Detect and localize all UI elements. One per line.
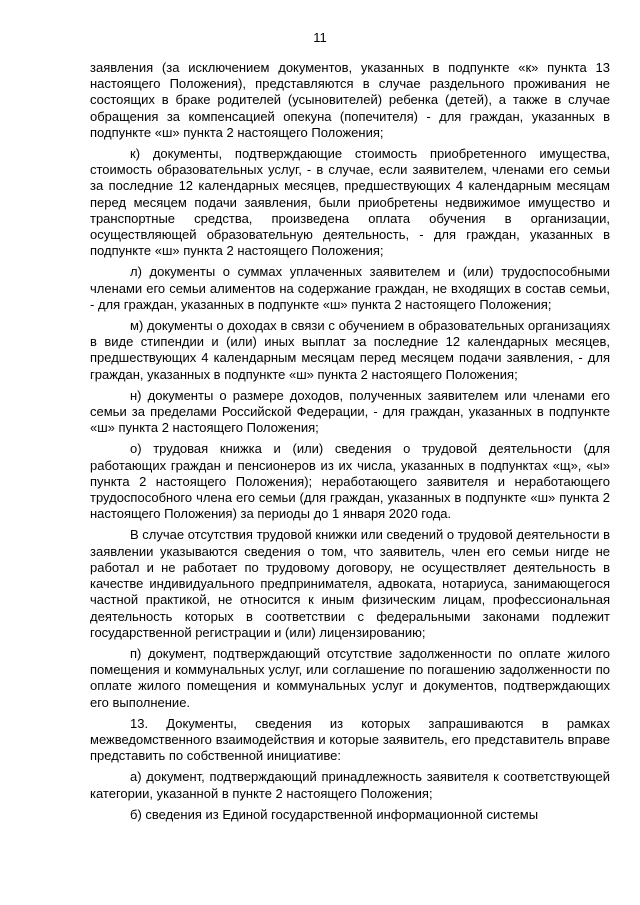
paragraph-13-a: а) документ, подтверждающий принадлежность заявителя к соответствующей категории, указанной в пункте 2 настоящего Положения; xyxy=(90,769,610,801)
paragraph-no-workbook: В случае отсутствия трудовой книжки или сведений о трудовой деятельности в заявлении указываются сведения о том, что заявитель, член его семьи нигде не работал и не работает по трудовому договору, не осуществляет деятельность в качестве индивидуального предпринимателя, адвоката, нотариуса, занимающегося частной практикой, не относится к иным физическим лицам, профессиональная деятельность которых в соответствии с федеральными законами подлежит государственной регистрации и (или) лицензированию; xyxy=(90,527,610,640)
page-number: 11 xyxy=(313,30,327,45)
paragraph-k: к) документы, подтверждающие стоимость приобретенного имущества, стоимость образовательных услуг, - в случае, если заявителем, членами его семьи за последние 12 календарных месяцев, предшествующих 4 календарным месяцам перед месяцем подачи заявления, были приобретены недвижимое имущество и транспортные средства, произведена оплата обучения в организации, осуществляющей образовательную деятельность, - для граждан, указанных в подпункте «ш» пункта 2 настоящего Положения; xyxy=(90,146,610,259)
paragraph-continuation: заявления (за исключением документов, указанных в подпункте «к» пункта 13 настоящего Положения), представляются в случае раздельного проживания не состоящих в браке родителей (усыновителей) ребенка (детей), а также в случае обращения за компенсацией опекуна (попечителя) - для граждан, указанных в подпункте «ш» пункта 2 настоящего Положения; xyxy=(90,60,610,140)
document-body xyxy=(90,60,610,828)
paragraph-n: н) документы о размере доходов, полученных заявителем или членами его семьи за пределами Российской Федерации, - для граждан, указанных в подпункте «ш» пункта 2 настоящего Положения; xyxy=(90,387,610,436)
paragraph-13: 13. Документы, сведения из которых запрашиваются в рамках межведомственного взаимодействия и которые заявитель, его представитель вправе представить по собственной инициативе: xyxy=(90,715,610,764)
paragraph-13-b: б) сведения из Единой государственной информационной системы xyxy=(130,806,539,822)
paragraph-l: л) документы о суммах уплаченных заявителем и (или) трудоспособными членами его семьи алиментов на содержание граждан, не входящих в состав семьи, - для граждан, указанных в подпункте «ш» пункта 2 настоящего Положения; xyxy=(90,264,610,312)
paragraph-m: м) документы о доходах в связи с обучением в образовательных организациях в виде стипендии и (или) иных выплат за последние 12 календарных месяцев, предшествующих 4 календарным месяцам перед месяцем подачи заявления, - для граждан, указанных в подпункте «ш» пункта 2 настоящего Положения; xyxy=(90,318,610,382)
paragraph-p: п) документ, подтверждающий отсутствие задолженности по оплате жилого помещения и коммунальных услуг, или соглашение по погашению задолженности по оплате жилого помещения и коммунальных услуг и документов, подтверждающих его выполнение. xyxy=(90,645,610,710)
paragraph-o: о) трудовая книжка и (или) сведения о трудовой деятельности (для работающих граждан и пенсионеров из их числа, указанных в подпунктах «щ», «ы» пункта 2 настоящего Положения); неработающего заявителя и неработающего трудоспособного члена его семьи (для граждан, указанных в подпункте «ш» пункта 2 настоящего Положения) за периоды до 1 января 2020 года. xyxy=(90,441,610,522)
